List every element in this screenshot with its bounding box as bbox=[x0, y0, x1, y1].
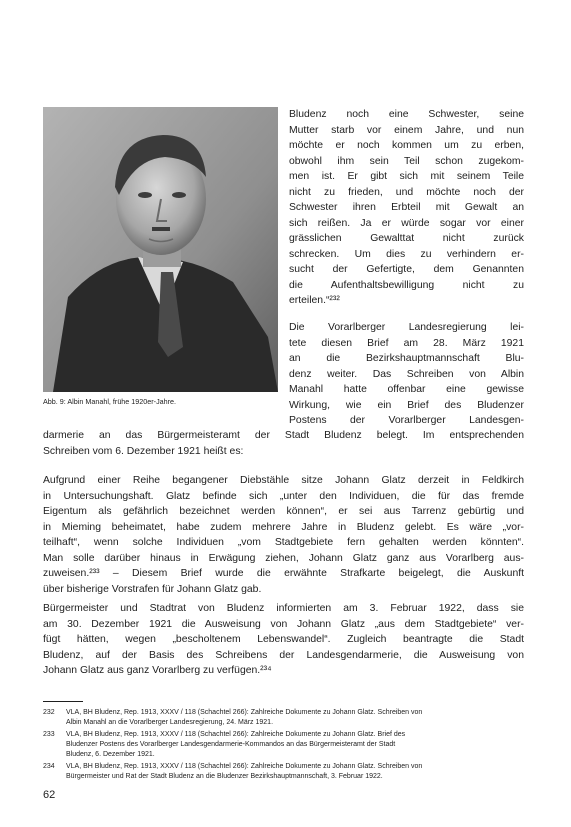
text-line: die Aufenthaltsbewilligung nicht zu bbox=[289, 279, 524, 291]
paragraph-3 bbox=[43, 473, 524, 597]
text-line: Man solle darüber hinaus in Erwägung ziehen, Johann Glatz ganz aus Vorarlberg aus- bbox=[43, 552, 524, 564]
portrait-photo bbox=[43, 107, 278, 392]
text-line: schrecken. Um dies zu verhindern er- bbox=[289, 248, 524, 260]
text-line: Postens der Vorarlberger Landesgen- bbox=[289, 415, 524, 426]
text-line: tete diesen Brief am 28. März 1921 bbox=[289, 337, 524, 349]
footnote-line: VLA, BH Bludenz, Rep. 1913, XXXV / 118 (Schachtel 266): Zahlreiche Dokumente zu Johann Glatz. Schreiben von bbox=[66, 763, 423, 770]
footnote-number: 233 bbox=[43, 731, 55, 738]
text-line: Johann Glatz aus ganz Vorarlberg zu verfügen.²³⁴ bbox=[43, 665, 272, 676]
text-line: sich reißen. Ja er würde sogar vor einer bbox=[289, 217, 524, 229]
text-line: darmerie an das Bürgermeisteramt der Stadt Bludenz belegt. Im entsprechenden bbox=[43, 430, 524, 441]
text-line: Schwester ihren Erbteil mit Gewalt an bbox=[289, 202, 524, 213]
portrait-image bbox=[43, 107, 278, 392]
text-line: in Mieming beheimatet, habe zudem mehrere Jahre in Bludenz gelebt. Es wäre „vor- bbox=[43, 521, 524, 533]
text-line: sucht der Gefertigte, dem Genannten bbox=[289, 264, 524, 275]
text-line: obwohl ihm sein Teil schon zugekom- bbox=[289, 155, 524, 167]
right-column-paragraph-2 bbox=[289, 320, 524, 429]
text-line: am 30. Dezember 1921 die Ausweisung von Johann Glatz „aus dem Stadtgebiete“ ver- bbox=[43, 618, 524, 630]
paragraph-2-continuation bbox=[43, 428, 524, 459]
footnote-line: Bürgermeister und Rat der Stadt Bludenz an die Bludenzer Bezirkshauptmannschaft, 3. Februar 1922. bbox=[66, 773, 383, 780]
text-line: möchte er noch kommen um zu erben, bbox=[289, 140, 524, 151]
text-line: Aufgrund einer Reihe begangener Diebstähle sitze Johann Glatz derzeit in Feldkirch bbox=[43, 475, 524, 486]
text-line: denz weiter. Das Schreiben von Albin bbox=[289, 368, 524, 380]
text-line: grässlichen Gewalttat nicht zurück bbox=[289, 233, 524, 244]
text-line: Bürgermeister und Stadtrat von Bludenz informierten am 3. Februar 1922, dass sie bbox=[43, 603, 524, 614]
footnote-line: Bludenz, 6. Dezember 1921. bbox=[66, 751, 155, 758]
text-line: über bisherige Vorstrafen für Johann Glatz gab. bbox=[43, 583, 262, 595]
footnote-line: Bludenzer Postens des Vorarlberger Landesgendarmerie-Kommandos an das Bürgermeisteramt der Stadt bbox=[66, 741, 396, 748]
text-line: fügt hätten, wegen „bescholtenem Lebenswandel“. Zugleich beantragte die Stadt bbox=[43, 634, 524, 645]
footnote-line: Albin Manahl an die Vorarlberger Landesregierung, 24. März 1921. bbox=[66, 719, 274, 726]
text-line: Bludenz noch eine Schwester, seine bbox=[289, 109, 524, 120]
text-line: an die Bezirkshauptmannschaft Blu- bbox=[289, 353, 524, 364]
footnote-number: 234 bbox=[43, 763, 55, 770]
footnote-divider bbox=[43, 701, 83, 702]
footnote-232 bbox=[43, 708, 524, 728]
text-line: zuweisen.²³³ – Diesem Brief wurde die erwähnte Strafkarte beigelegt, die Auskunft bbox=[43, 568, 524, 579]
text-line: Mutter starb vor einem Jahre, und nun bbox=[289, 124, 524, 136]
text-line: Wirkung, wie ein Brief des Bludenzer bbox=[289, 399, 524, 411]
text-line: men ist. Er gibt sich mit seinem Teile bbox=[289, 171, 524, 182]
text-line: Die Vorarlberger Landesregierung lei- bbox=[289, 322, 524, 333]
text-line: nicht zu frieden, und möchte noch der bbox=[289, 186, 524, 198]
text-line: teilhaft“, wenn solche Individuen „vom Stadtgebiete fern gehalten werden könnten“. bbox=[43, 537, 524, 548]
footnote-233 bbox=[43, 730, 524, 760]
page-number: 62 bbox=[43, 789, 56, 801]
text-line: Bludenz, auf der Basis des Schreibens der Landesgendarmerie, die Ausweisung von bbox=[43, 649, 524, 661]
text-line: Eigentum als gefährlich bezeichnet werden können“, er sei aus Tarrenz gebürtig und bbox=[43, 506, 524, 517]
text-line: Schreiben vom 6. Dezember 1921 heißt es: bbox=[43, 445, 244, 457]
right-column-paragraph-1 bbox=[289, 107, 524, 309]
text-line: erteilen.“²³² bbox=[289, 295, 340, 306]
text-line: Manahl hatte offenbar eine gewisse bbox=[289, 384, 524, 395]
footnote-line: VLA, BH Bludenz, Rep. 1913, XXXV / 118 (Schachtel 266): Zahlreiche Dokumente zu Johann Glatz. Schreiben von bbox=[66, 709, 423, 716]
footnote-number: 232 bbox=[43, 709, 55, 716]
footnote-234 bbox=[43, 762, 524, 782]
footnote-line: VLA, BH Bludenz, Rep. 1913, XXXV / 118 (Schachtel 266): Zahlreiche Dokumente zu Johann Glatz. Brief des bbox=[66, 731, 406, 738]
photo-caption: Abb. 9: Albin Manahl, frühe 1920er-Jahre. bbox=[43, 397, 177, 406]
paragraph-4 bbox=[43, 601, 524, 679]
text-line: in Untersuchungshaft. Glatz befinde sich „unter den Individuen, die für das fremde bbox=[43, 490, 524, 502]
